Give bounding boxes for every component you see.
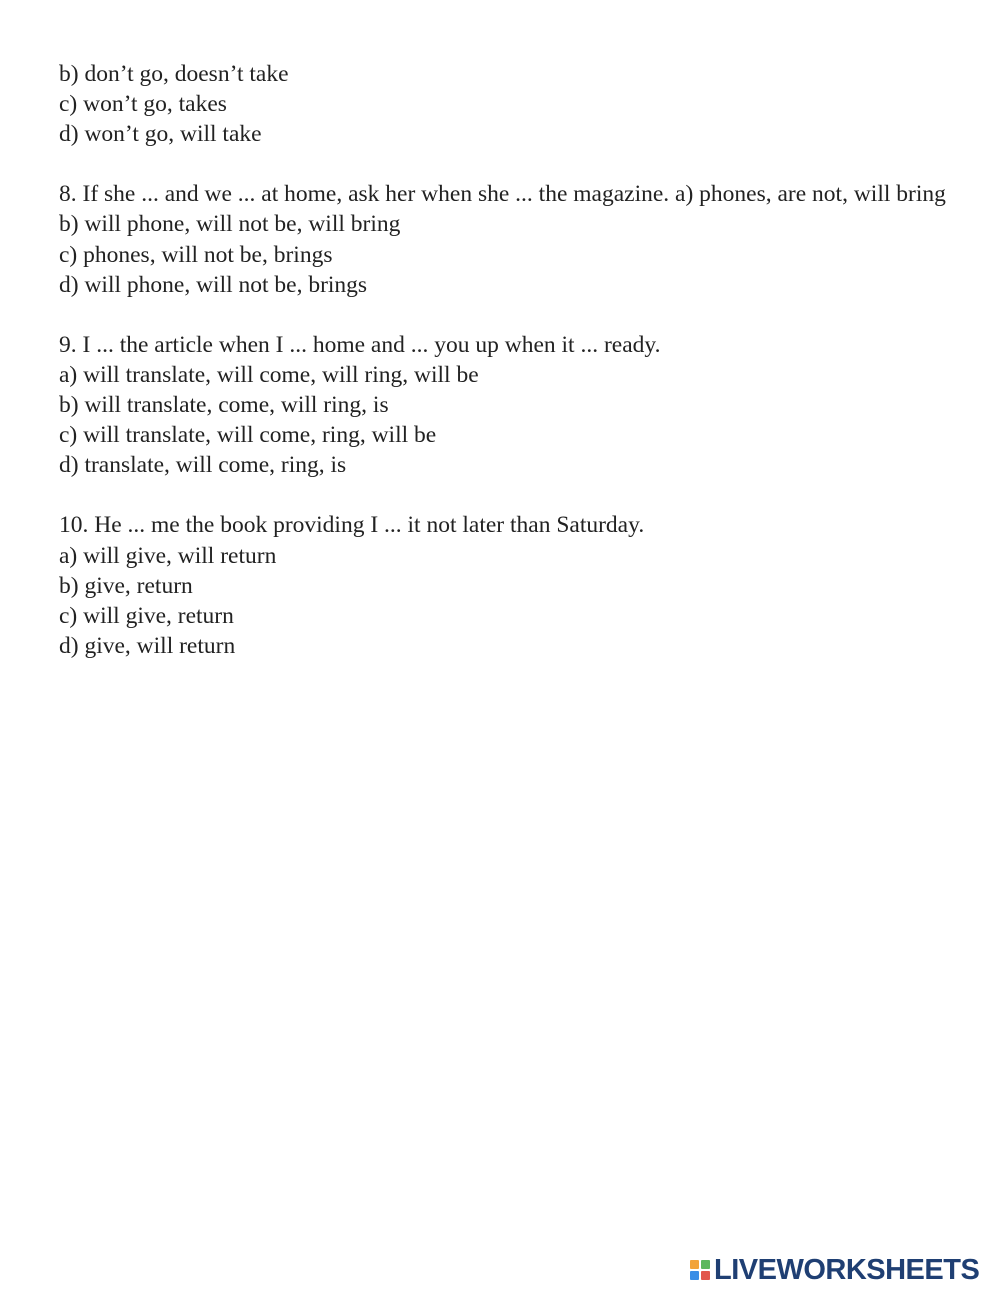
liveworksheets-logo [690, 1254, 979, 1286]
liveworksheets-logo-text: LIVEWORKSHEETS [714, 1254, 980, 1286]
question-10-option-b: b) give, return [59, 572, 193, 599]
logo-square-3 [690, 1271, 699, 1280]
question-9-option-a: a) will translate, will come, will ring, will be [59, 361, 479, 388]
question-7-options [59, 59, 949, 149]
question-9-text: 9. I ... the article when I ... home and ... you up when it ... ready. [59, 331, 661, 358]
question-9 [59, 330, 949, 480]
question-8-text: 8. If she ... and we ... at home, ask her when she ... the magazine. a) phones, are not, will bring [59, 181, 946, 208]
question-10-option-c: c) will give, return [59, 602, 234, 629]
question-10-option-a: a) will give, will return [59, 542, 277, 569]
logo-square-1 [690, 1260, 699, 1269]
question-8-option-c: c) phones, will not be, brings [59, 241, 333, 268]
worksheet-page [59, 59, 949, 691]
question-9-option-d: d) translate, will come, ring, is [59, 452, 347, 479]
question-8-option-d: d) will phone, will not be, brings [59, 271, 368, 298]
liveworksheets-logo-icon [690, 1260, 710, 1280]
logo-square-4 [701, 1271, 710, 1280]
question-10-option-d: d) give, will return [59, 632, 236, 659]
logo-square-2 [701, 1260, 710, 1269]
question-9-option-b: b) will translate, come, will ring, is [59, 392, 389, 419]
question-8 [59, 179, 949, 299]
question-9-option-c: c) will translate, will come, ring, will be [59, 422, 437, 449]
question-10 [59, 510, 949, 660]
question-10-text: 10. He ... me the book providing I ... it not later than Saturday. [59, 512, 645, 539]
question-7-option-d: d) won’t go, will take [59, 121, 262, 148]
question-7-option-c: c) won’t go, takes [59, 91, 227, 118]
question-8-option-b: b) will phone, will not be, will bring [59, 211, 401, 238]
question-7-option-b: b) don’t go, doesn’t take [59, 61, 289, 87]
